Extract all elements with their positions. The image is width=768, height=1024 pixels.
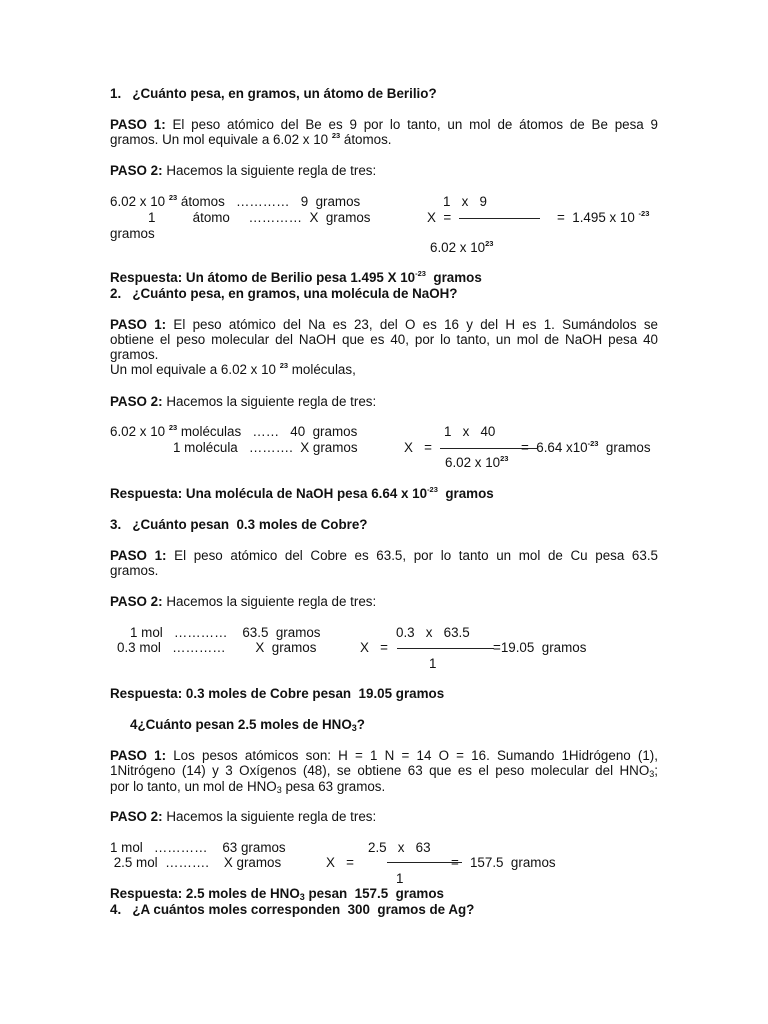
q2-paso1-text: El peso atómico del Na es 23, del O es 16 y del H es 1. Sumándolos se <box>173 317 658 332</box>
q3-paso1-line1 <box>110 548 658 564</box>
q4-rule-row1: 1 mol ………… 63 gramos <box>110 840 286 855</box>
q2-paso2-text: Hacemos la siguiente regla de tres: <box>162 394 377 409</box>
subscript: 3 <box>276 785 282 795</box>
q4-paso1-line3 <box>110 779 385 795</box>
question-2-title: 2. ¿Cuánto pesa, en gramos, una molécula de NaOH? <box>110 286 458 301</box>
q1-paso2 <box>110 163 376 179</box>
q4-paso2-text: Hacemos la siguiente regla de tres: <box>162 809 377 824</box>
q4-line3-text: por lo tanto, un mol de HNO <box>110 779 277 794</box>
q2-numerator: 1 x 40 <box>444 424 496 439</box>
exponent: 23 <box>331 131 341 140</box>
q2-rule-row1 <box>110 424 357 440</box>
q2-result <box>521 440 651 456</box>
q4-title-end: ? <box>356 717 365 732</box>
q4-paso1-line1 <box>110 748 658 764</box>
q2-rule-row2: 1 molécula ………. X gramos <box>173 440 358 455</box>
q4-paso2 <box>110 809 376 825</box>
question-3-title: 3. ¿Cuánto pesan 0.3 moles de Cobre? <box>110 517 368 532</box>
q3-numerator: 0.3 x 63.5 <box>396 625 470 640</box>
paso-label: PASO 1: <box>110 317 167 332</box>
q3-denominator: 1 <box>429 656 437 671</box>
q4-title-text: 4¿Cuánto pesan 2.5 moles de HNO <box>130 717 352 732</box>
q1-result <box>557 210 649 226</box>
paso-label: PASO 1: <box>110 748 167 763</box>
q4-paso1-text: Los pesos atómicos son: H = 1 N = 14 O = 16. Sumando 1Hidrógeno (1), <box>173 748 658 763</box>
q1-row1-a: 6.02 x 10 <box>110 194 169 209</box>
q2-answer <box>110 486 494 502</box>
q1-den-value: 6.02 x 10 <box>430 240 486 255</box>
exponent: -23 <box>638 209 650 218</box>
q2-x-equals: X = <box>404 440 432 455</box>
question-4-title <box>130 717 365 733</box>
exponent: 23 <box>500 454 509 463</box>
paso-label: PASO 2: <box>110 809 163 824</box>
q1-paso1-text: El peso atómico del Be es 9 por lo tanto, un mol de átomos de Be pesa 9 <box>172 117 658 132</box>
q4-answer-end: pesan 157.5 gramos <box>304 886 444 901</box>
q2-denominator <box>445 455 508 471</box>
q4-paso1-line2 <box>110 763 658 779</box>
q3-paso1-line2: gramos. <box>110 563 159 578</box>
q4-line3-end: pesa 63 gramos. <box>281 779 386 794</box>
q1-x-equals: X = <box>427 210 452 225</box>
q2-row1-a: 6.02 x 10 <box>110 424 169 439</box>
subscript: 3 <box>351 723 357 733</box>
q3-paso2 <box>110 594 376 610</box>
q4-answer <box>110 886 444 902</box>
q2-result-value: = 6.64 x10 <box>521 440 588 455</box>
q1-paso2-text: Hacemos la siguiente regla de tres: <box>162 163 377 178</box>
q1-rule-row2: 1 átomo ………… X gramos <box>148 210 371 225</box>
q4-answer-text: Respuesta: 2.5 moles de HNO <box>110 886 300 901</box>
q3-x-equals: X = <box>360 640 388 655</box>
q1-denominator <box>430 240 493 256</box>
exponent: 23 <box>279 361 289 370</box>
q2-answer-text: Respuesta: Una molécula de NaOH pesa 6.64 x 10 <box>110 486 428 501</box>
q1-paso1-line2-text: gramos. Un mol equivale a 6.02 x 10 <box>110 132 332 147</box>
q2-den-value: 6.02 x 10 <box>445 455 501 470</box>
q2-line4-end: moléculas, <box>288 362 356 377</box>
paso-label: PASO 1: <box>110 548 167 563</box>
q1-answer <box>110 270 482 286</box>
q2-paso2 <box>110 394 376 410</box>
q2-result-unit: gramos <box>598 440 651 455</box>
paso-label: PASO 2: <box>110 163 163 178</box>
q2-paso1-line1 <box>110 317 658 333</box>
q4-rule-row2: 2.5 mol ………. X gramos <box>110 855 282 870</box>
fraction-bar <box>459 218 540 219</box>
q1-rule-row1 <box>110 194 360 210</box>
q1-paso1-line2-end: átomos. <box>340 132 392 147</box>
exponent: -23 <box>427 485 438 494</box>
q3-paso1-text: El peso atómico del Cobre es 63.5, por lo tanto un mol de Cu pesa 63.5 <box>174 548 658 563</box>
q1-gramos: gramos <box>110 226 155 241</box>
q1-paso1-line2 <box>110 132 392 148</box>
q1-paso1-line1 <box>110 117 658 133</box>
q1-result-value: = 1.495 x 10 <box>557 210 639 225</box>
exponent: 23 <box>168 193 178 202</box>
paso-label: PASO 1: <box>110 117 166 132</box>
q3-paso2-text: Hacemos la siguiente regla de tres: <box>162 594 377 609</box>
q1-answer-end: gramos <box>425 270 482 285</box>
paso-label: PASO 2: <box>110 594 163 609</box>
exponent: -23 <box>587 439 599 448</box>
question-5-title: 4. ¿A cuántos moles corresponden 300 gramos de Ag? <box>110 902 475 917</box>
q1-numerator: 1 x 9 <box>443 194 487 209</box>
q2-line4-text: Un mol equivale a 6.02 x 10 <box>110 362 280 377</box>
q1-row1-b: átomos ………… 9 gramos <box>177 194 361 209</box>
q2-paso1-line2: obtiene el peso molecular del NaOH que es 40, por lo tanto, un mol de NaOH pesa 40 <box>110 332 658 347</box>
fraction-bar <box>397 648 494 649</box>
exponent: -23 <box>415 269 426 278</box>
question-1-title: 1. ¿Cuánto pesa, en gramos, un átomo de Berilio? <box>110 86 437 101</box>
q4-result: = 157.5 gramos <box>451 855 556 870</box>
q2-row1-b: moléculas …… 40 gramos <box>177 424 358 439</box>
subscript: 3 <box>299 892 305 902</box>
paso-label: PASO 2: <box>110 394 163 409</box>
q4-x-equals: X = <box>326 855 354 870</box>
q3-rule-row2: 0.3 mol ………… X gramos <box>117 640 317 655</box>
q2-answer-end: gramos <box>437 486 494 501</box>
subscript: 3 <box>649 769 655 779</box>
q4-denominator: 1 <box>396 871 404 886</box>
q3-result: =19.05 gramos <box>493 640 587 655</box>
q3-answer: Respuesta: 0.3 moles de Cobre pesan 19.05 gramos <box>110 686 445 701</box>
q2-paso1-line3: gramos. <box>110 347 159 362</box>
q2-paso1-line4 <box>110 362 356 378</box>
q4-line2-end: ; <box>654 763 658 778</box>
q3-rule-row1: 1 mol ………… 63.5 gramos <box>130 625 321 640</box>
q4-line2-text: 1Nitrógeno (14) y 3 Oxígenos (48), se obtiene 63 que es el peso molecular del HNO <box>110 763 650 778</box>
q4-numerator: 2.5 x 63 <box>368 840 431 855</box>
q1-answer-text: Respuesta: Un átomo de Berilio pesa 1.495 X 10 <box>110 270 416 285</box>
exponent: 23 <box>168 423 178 432</box>
exponent: 23 <box>485 239 494 248</box>
